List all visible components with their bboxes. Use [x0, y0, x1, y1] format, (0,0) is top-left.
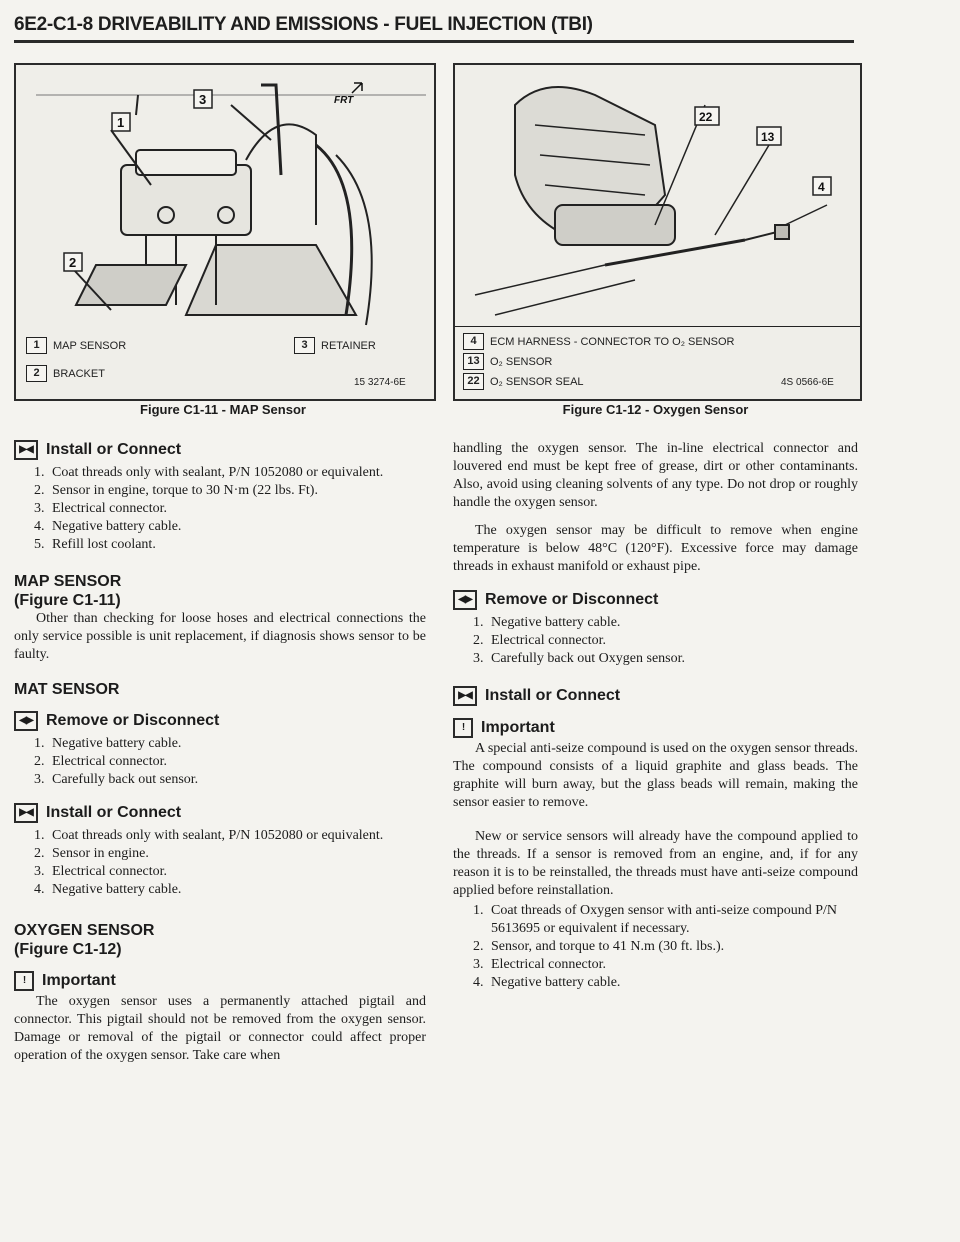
fig11-callout-2: 2: [69, 255, 77, 270]
fig12-caption: Figure C1-12 - Oxygen Sensor: [562, 402, 749, 417]
legend-callout: 1: [26, 337, 47, 354]
arrows-out-icon: ◀▶: [453, 590, 477, 610]
install-connect-heading-1: ▶◀ Install or Connect: [14, 440, 426, 460]
oxygen-sensor-heading: OXYGEN SENSOR: [14, 922, 155, 939]
list-item: 2. Sensor in engine.: [48, 845, 426, 863]
fig11-callout-1: 1: [117, 115, 125, 130]
legend-label: O₂ SENSOR: [490, 355, 553, 368]
fig12-legend-4: [463, 333, 734, 350]
fig11-callout-3: 3: [199, 92, 207, 107]
arrows-out-icon: ◀▶: [14, 711, 38, 731]
fig12-callout-13: 13: [761, 130, 775, 144]
important-heading-1: ! Important: [14, 971, 426, 991]
legend-callout: 22: [463, 373, 484, 390]
exclamation-box-icon: !: [453, 718, 473, 738]
legend-callout: 13: [463, 353, 484, 370]
list-item: 2. Sensor, and torque to 41 N.m (30 ft. lbs.).: [487, 938, 858, 956]
map-sensor-heading: MAP SENSOR: [14, 573, 122, 590]
figure-map-sensor: [14, 63, 436, 401]
list-item: 1. Coat threads of Oxygen sensor with anti-seize compound P/N 5613695 or equivalent if necessary.: [487, 902, 858, 938]
legend-callout: 3: [294, 337, 315, 354]
list-item: 1. Negative battery cable.: [487, 614, 858, 632]
legend-label: BRACKET: [53, 367, 105, 380]
list-item: 3. Electrical connector.: [48, 863, 426, 881]
fig12-callout-22: 22: [699, 110, 713, 124]
list-item: 2. Electrical connector.: [487, 632, 858, 650]
legend-callout: 2: [26, 365, 47, 382]
map-sensor-text: Other than checking for loose hoses and electrical connections the only service possible is unit replacement, if diagnosis shows sensor to be faulty.: [14, 611, 426, 662]
list-item: 3. Electrical connector.: [48, 500, 426, 518]
remove-disconnect-heading-2: ◀▶ Remove or Disconnect: [453, 590, 858, 610]
arrows-in-icon: ▶◀: [453, 686, 477, 706]
important-text-1: The oxygen sensor uses a permanently attached pigtail and connector. This pigtail should not be removed from the oxygen sensor. Damage or removal of the pigtail or connector could affect proper operation of the oxygen sensor. Take care when: [14, 994, 426, 1063]
map-sensor-subheading: (Figure C1-11): [14, 592, 121, 609]
arrows-in-icon: ▶◀: [14, 803, 38, 823]
legend-label: ECM HARNESS - CONNECTOR TO O₂ SENSOR: [490, 335, 735, 348]
legend-label: MAP SENSOR: [53, 339, 127, 352]
list-item: 1. Coat threads only with sealant, P/N 1052080 or equivalent.: [48, 827, 426, 845]
important-heading-2: ! Important: [453, 718, 858, 738]
right-column: [453, 440, 858, 992]
list-item: 3. Carefully back out sensor.: [48, 771, 426, 789]
fig11-reference: 15 3274-6E: [354, 377, 406, 388]
service-sensor-text: New or service sensors will already have the compound applied to the threads. If a sensor is removed from an engine, and, if for any reason it is to be reinstalled, the threads must have anti-seize compound applied before reinstallation.: [453, 829, 858, 898]
page-header: 6E2-C1-8 DRIVEABILITY AND EMISSIONS - FUEL INJECTION (TBI): [14, 14, 593, 35]
install-steps-2: [14, 827, 426, 899]
header-rule: [14, 40, 854, 43]
list-item: 4. Negative battery cable.: [48, 518, 426, 536]
arrows-in-icon: ▶◀: [14, 440, 38, 460]
front-indicator-label: FRT: [334, 95, 354, 106]
list-item: 1. Negative battery cable.: [48, 735, 426, 753]
important-text-2: A special anti-seize compound is used on the oxygen sensor threads. The compound consists of a liquid graphite and glass beads. The graphite will burn away, but the glass beads will remain, making the sensor easier to remove.: [453, 741, 858, 810]
legend-label: RETAINER: [321, 339, 376, 352]
list-item: 2. Electrical connector.: [48, 753, 426, 771]
remove-steps-1: [14, 735, 426, 789]
fig12-legend-22: [463, 373, 584, 390]
fig11-legend-2: [26, 365, 105, 382]
mat-sensor-heading: MAT SENSOR: [14, 681, 120, 698]
list-item: 2. Sensor in engine, torque to 30 N·m (22 lbs. Ft).: [48, 482, 426, 500]
install-connect-heading-3: ▶◀ Install or Connect: [453, 686, 858, 706]
legend-label: O₂ SENSOR SEAL: [490, 375, 584, 388]
list-item: 4. Negative battery cable.: [487, 974, 858, 992]
list-item: 1. Coat threads only with sealant, P/N 1052080 or equivalent.: [48, 464, 426, 482]
fig12-reference: 4S 0566-6E: [781, 377, 834, 388]
remove-disconnect-heading-1: ◀▶ Remove or Disconnect: [14, 711, 426, 731]
list-item: 4. Negative battery cable.: [48, 881, 426, 899]
figure-oxygen-sensor: [453, 63, 862, 401]
fig11-caption: Figure C1-11 - MAP Sensor: [140, 402, 306, 417]
fig12-callout-4: 4: [818, 180, 825, 194]
fig11-legend-1: [26, 337, 126, 354]
remove-steps-2: [453, 614, 858, 668]
list-item: 3. Carefully back out Oxygen sensor.: [487, 650, 858, 668]
fig11-legend-3: [294, 337, 376, 354]
oxygen-removal-note: The oxygen sensor may be difficult to remove when engine temperature is below 48°C (120°F). Excessive force may damage threads in exhaust manifold or exhaust pipe.: [453, 523, 858, 574]
list-item: 5. Refill lost coolant.: [48, 536, 426, 554]
list-item: 3. Electrical connector.: [487, 956, 858, 974]
install-steps-3: [453, 902, 858, 992]
oxygen-handling-text: handling the oxygen sensor. The in-line electrical connector and louvered end must be kept free of grease, dirt or other contaminants. Also, avoid using cleaning solvents of any type. Do not drop or roughly handle the oxygen sensor.: [453, 441, 858, 510]
oxygen-sensor-illustration: [455, 65, 860, 327]
install-steps-1: [14, 464, 426, 554]
oxygen-sensor-subheading: (Figure C1-12): [14, 941, 122, 958]
fig12-legend-13: [463, 353, 552, 370]
map-sensor-illustration: [16, 65, 434, 335]
exclamation-box-icon: !: [14, 971, 34, 991]
legend-callout: 4: [463, 333, 484, 350]
left-column: [14, 440, 426, 1065]
install-connect-heading-2: ▶◀ Install or Connect: [14, 803, 426, 823]
